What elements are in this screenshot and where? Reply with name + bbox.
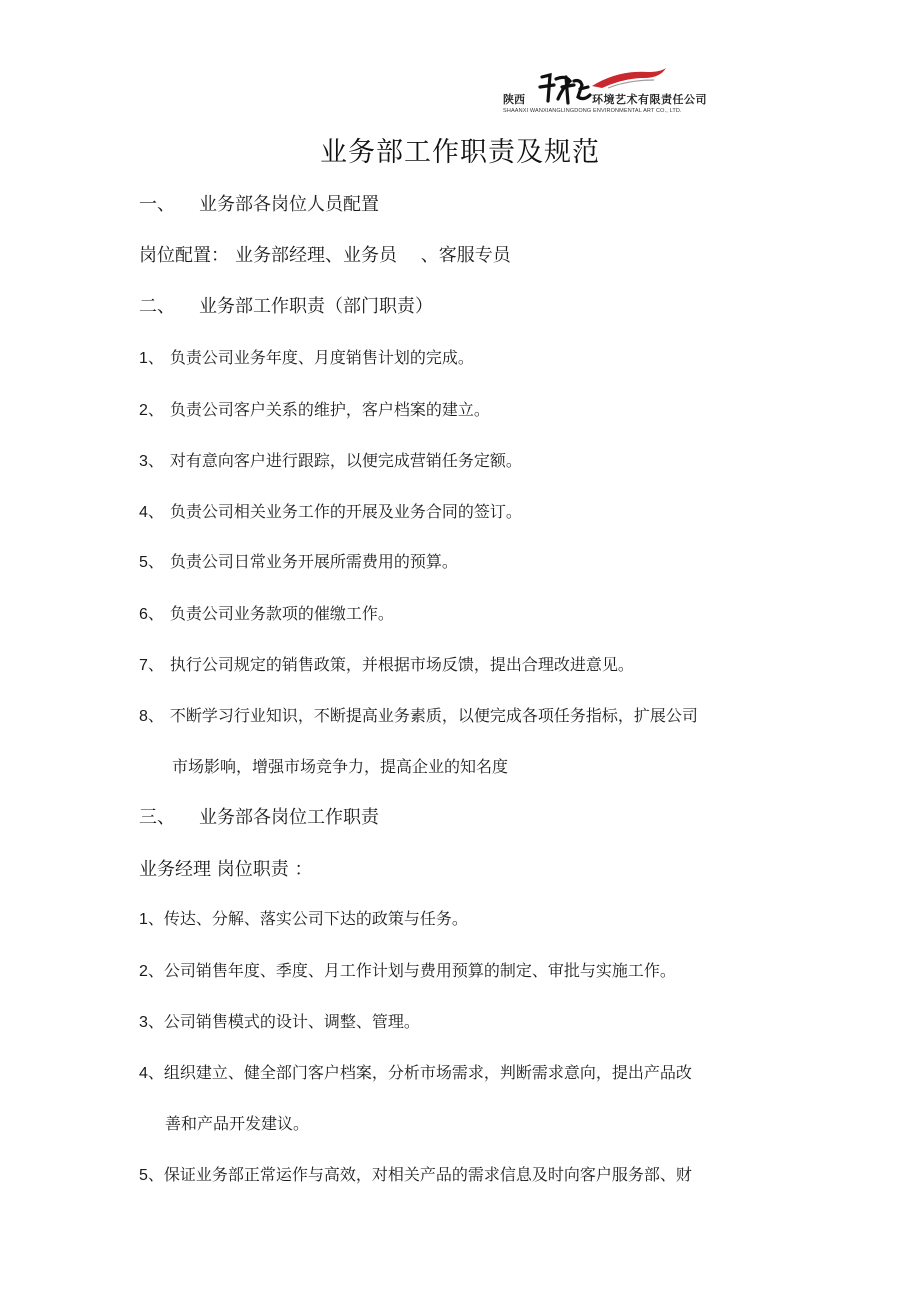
item-number: 5、	[139, 554, 164, 571]
item-number: 1、	[139, 350, 164, 367]
logo-english-name: SHAANXI WANXIANGLINGDONG ENVIRONMENTAL ART CO., LTD.	[503, 108, 682, 114]
dept-duty-item	[139, 448, 522, 471]
logo-text-left: 陕西	[503, 93, 525, 106]
dept-duty-item	[139, 601, 394, 624]
item-text: 负责公司客户关系的维护，客户档案的建立。	[169, 400, 490, 419]
section-title: 业务部各岗位人员配置	[199, 194, 379, 215]
item-number: 7、	[139, 657, 164, 674]
dept-duty-item-continuation: 市场影响，增强市场竞争力，提高企业的知名度	[172, 757, 509, 776]
dept-duty-item	[139, 397, 490, 420]
manager-duty-item	[139, 958, 676, 981]
position-config-label: 岗位配置：	[139, 245, 229, 266]
item-text: 负责公司相关业务工作的开展及业务合同的签订。	[169, 502, 522, 521]
dept-duty-item	[139, 499, 522, 522]
item-text: 传达、分解、落实公司下达的政策与任务。	[163, 909, 468, 928]
item-text: 组织建立、健全部门客户档案，分析市场需求，判断需求意向，提出产品改	[163, 1063, 692, 1082]
item-text: 执行公司规定的销售政策，并根据市场反馈，提出合理改进意见。	[169, 655, 634, 674]
manager-duty-item	[139, 1009, 420, 1032]
item-number: 1、	[139, 911, 164, 928]
manager-duties-heading: 业务经理 岗位职责 ：	[139, 859, 313, 880]
dept-duty-item	[139, 652, 634, 675]
logo-text-right: 环境艺术有限责任公司	[592, 93, 707, 106]
document-title: 业务部工作职责及规范	[320, 137, 600, 168]
section-heading-2	[139, 292, 433, 318]
item-number: 2、	[139, 402, 164, 419]
section-title: 业务部各岗位工作职责	[199, 807, 379, 828]
item-number: 2、	[139, 963, 164, 980]
section-number: 一、	[139, 194, 175, 215]
calligraphy-logo-icon	[536, 71, 594, 107]
position-config-value: 业务部经理、业务员 、客服专员	[235, 245, 511, 266]
section-heading-3	[139, 803, 379, 829]
item-text: 不断学习行业知识，不断提高业务素质，以便完成各项任务指标，扩展公司	[169, 706, 698, 725]
section-heading-1	[139, 190, 379, 216]
section-title: 业务部工作职责（部门职责）	[199, 296, 433, 317]
item-number: 4、	[139, 504, 164, 521]
item-text: 对有意向客户进行跟踪，以便完成营销任务定额。	[169, 451, 522, 470]
company-logo	[500, 66, 730, 118]
dept-duty-item	[139, 703, 698, 726]
item-text: 公司销售模式的设计、调整、管理。	[163, 1012, 420, 1031]
dept-duty-item	[139, 549, 458, 572]
item-text: 公司销售年度、季度、月工作计划与费用预算的制定、审批与实施工作。	[163, 961, 676, 980]
manager-duty-item-continuation: 善和产品开发建议。	[165, 1114, 310, 1133]
item-number: 6、	[139, 606, 164, 623]
position-config	[139, 241, 511, 267]
section-number: 三、	[139, 807, 175, 828]
item-text: 负责公司业务款项的催缴工作。	[169, 604, 394, 623]
item-text: 负责公司日常业务开展所需费用的预算。	[169, 552, 458, 571]
item-number: 3、	[139, 453, 164, 470]
item-text: 保证业务部正常运作与高效，对相关产品的需求信息及时向客户服务部、财	[163, 1165, 692, 1184]
red-swoosh-icon	[588, 66, 668, 92]
item-text: 负责公司业务年度、月度销售计划的完成。	[169, 348, 474, 367]
manager-duty-item	[139, 1060, 692, 1083]
manager-duty-item	[139, 1162, 692, 1185]
item-number: 3、	[139, 1014, 164, 1031]
item-number: 5、	[139, 1167, 164, 1184]
manager-duty-item	[139, 906, 468, 929]
section-number: 二、	[139, 296, 175, 317]
item-number: 8、	[139, 708, 164, 725]
dept-duty-item	[139, 345, 474, 368]
item-number: 4、	[139, 1065, 164, 1082]
